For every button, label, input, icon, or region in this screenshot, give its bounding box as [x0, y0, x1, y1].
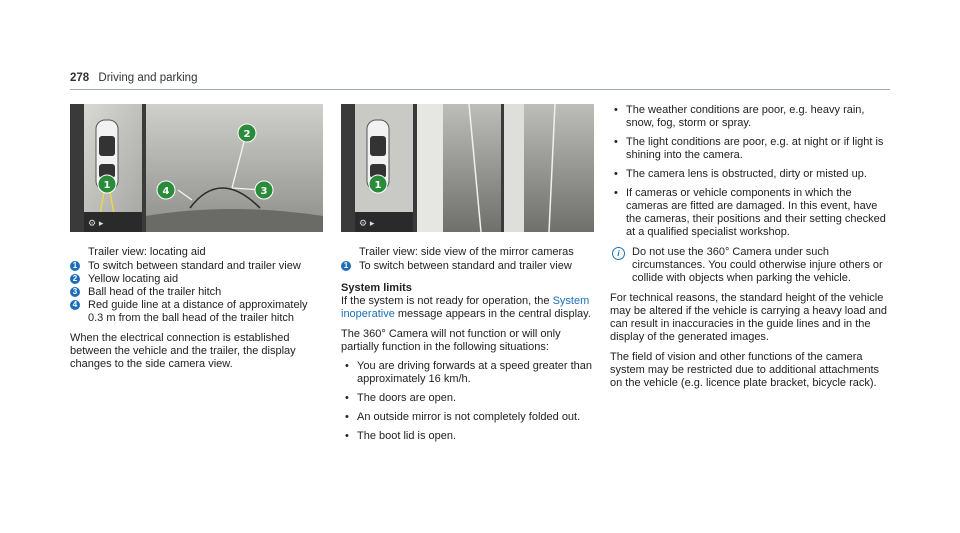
- callout-1: [98, 175, 116, 193]
- note-text: Do not use the 360° Camera under such circumstances. You could otherwise injure others or collide with objects when parking the vehicle.: [632, 246, 883, 284]
- svg-text:1: 1: [103, 180, 111, 191]
- legend-text: Red guide line at a distance of approximately 0.3 m from the ball head of the trailer hitch: [88, 299, 308, 324]
- system-inoperative-link[interactable]: System inoperative: [341, 295, 590, 320]
- legend-item: [341, 260, 596, 273]
- column-right: [610, 104, 890, 390]
- figure-caption: Trailer view: locating aid: [88, 246, 206, 258]
- list-item: • The doors are open.: [341, 392, 596, 405]
- page-header: [70, 72, 197, 84]
- camera-display-image: [341, 104, 594, 232]
- legend-number: 2: [70, 274, 80, 284]
- column-middle: [341, 246, 596, 443]
- body-paragraph: [341, 295, 596, 321]
- info-icon: i: [612, 247, 625, 260]
- paragraph-text: If the system is not ready for operation, the: [341, 295, 553, 307]
- legend-item: [70, 286, 325, 299]
- legend-text: Ball head of the trailer hitch: [88, 286, 222, 298]
- body-paragraph: For technical reasons, the standard height of the vehicle may be altered if the vehicle is carrying a heavy load and can result in inaccuracies in the guide lines and in the display of the generated images.: [610, 292, 887, 343]
- legend-text: To switch between standard and trailer view: [359, 260, 572, 272]
- list-item: • You are driving forwards at a speed greater than approximately 16 km/h.: [341, 360, 596, 386]
- note-box: [610, 246, 890, 285]
- paragraph-text: message appears in the central display.: [394, 308, 591, 320]
- figure-mirror-cameras: [341, 104, 594, 232]
- legend-number: 1: [70, 261, 80, 271]
- list-item: • If cameras or vehicle components in which the cameras are fitted are damaged. In this event, have the cameras, their positions and their setting checked at a qualified specialist workshop.: [610, 187, 890, 239]
- svg-text:2: 2: [243, 129, 251, 140]
- legend-text: To switch between standard and trailer view: [88, 260, 301, 272]
- legend-item: [70, 299, 325, 325]
- callout-3: [255, 181, 273, 199]
- legend-number: 1: [341, 261, 351, 271]
- page-number: 278: [70, 72, 90, 84]
- legend-number: 3: [70, 287, 80, 297]
- figure-caption: Trailer view: side view of the mirror cameras: [359, 246, 574, 258]
- callout-1: [369, 175, 387, 193]
- legend-item: [70, 260, 325, 273]
- section-heading: System limits: [341, 282, 412, 294]
- svg-text:⚙ ▸: ⚙ ▸: [359, 219, 375, 229]
- body-paragraph: When the electrical connection is established between the vehicle and the trailer, the display changes to the side camera view.: [70, 332, 296, 370]
- camera-display-image: [70, 104, 323, 232]
- list-item: • The camera lens is obstructed, dirty or misted up.: [610, 168, 890, 181]
- legend-text: Yellow locating aid: [88, 273, 179, 285]
- callout-4: [157, 181, 175, 199]
- svg-text:1: 1: [374, 180, 382, 191]
- body-paragraph: The 360° Camera will not function or will only partially function in the following situations:: [341, 328, 561, 353]
- header-rule: [70, 89, 890, 90]
- callout-2: [238, 124, 256, 142]
- figure-trailer-locating-aid: [70, 104, 323, 232]
- svg-text:⚙ ▸: ⚙ ▸: [88, 219, 104, 229]
- bullet-list: [610, 104, 890, 239]
- svg-text:3: 3: [260, 186, 268, 197]
- svg-text:4: 4: [162, 186, 170, 197]
- section-title: Driving and parking: [98, 72, 198, 84]
- legend-item: [70, 273, 325, 286]
- list-item: • The boot lid is open.: [341, 430, 596, 443]
- legend-number: 4: [70, 300, 80, 310]
- list-item: • The light conditions are poor, e.g. at night or if light is shining into the camera.: [610, 136, 890, 162]
- body-paragraph: The field of vision and other functions of the camera system may be restricted due to additional attachments on the vehicle (e.g. licence plate bracket, bicycle rack).: [610, 351, 880, 389]
- column-left: [70, 246, 325, 371]
- bullet-list: [341, 360, 596, 443]
- list-item: • An outside mirror is not completely folded out.: [341, 411, 596, 424]
- list-item: • The weather conditions are poor, e.g. heavy rain, snow, fog, storm or spray.: [610, 104, 890, 130]
